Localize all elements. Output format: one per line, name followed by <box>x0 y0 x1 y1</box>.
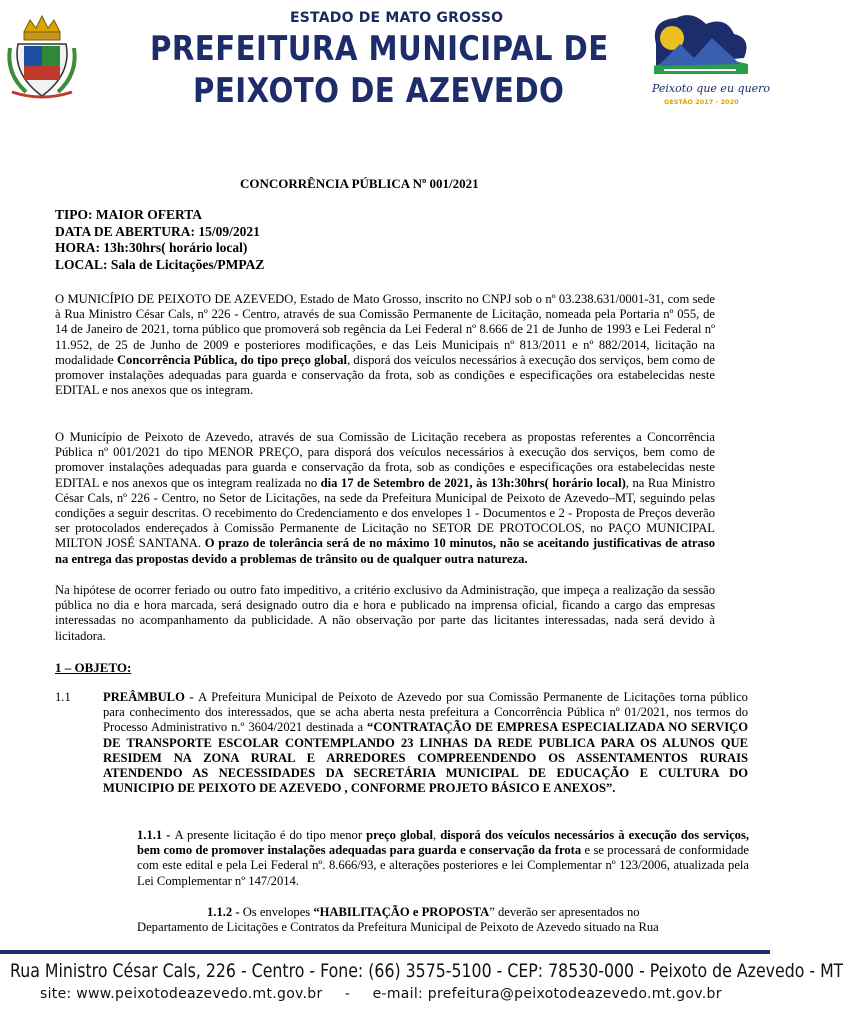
document-title: CONCORRÊNCIA PÚBLICA Nº 001/2021 <box>240 176 479 191</box>
item-number-1-1: 1.1 <box>55 690 71 704</box>
item-1-1-1: 1.1.1 - A presente licitação é do tipo menor preço global, disporá dos veículos necessários à execução dos serviços, bem como de promover instalações adequadas para guarda e conservação da frota e se processará de conformidade com este edital e pela Lei Federal nº. 8.666/93, e alterações posteriores e lei Complementar nº 123/2006, atualizada pela Lei Complementar nº 147/2014. <box>137 828 750 888</box>
footer-separator: - <box>344 986 351 1002</box>
section-heading-objeto: 1 – OBJETO: <box>55 660 132 675</box>
municipal-coat-of-arms-icon <box>4 4 80 102</box>
meta-hora: HORA: 13h:30hrs( horário local) <box>55 240 248 255</box>
footer-email-link[interactable]: e-mail: prefeitura@peixotodeazevedo.mt.gov.br <box>372 986 722 1002</box>
state-name: ESTADO DE MATO GROSSO <box>290 10 504 26</box>
prefeitura-title-line2: PEIXOTO DE AZEVEDO <box>193 71 565 111</box>
footer-divider <box>0 950 770 954</box>
administration-logo <box>636 14 771 110</box>
paragraph-holiday: Na hipótese de ocorrer feriado ou outro fato impeditivo, a critério exclusivo da Administração, que impeça a realização da sessão pública no dia e hora marcada, será designado outro dia e hora e publicado na imprensa oficial, ficando a cargo das empresas interessadas no acompanhamento da publicidade. A não observação por parte das licitantes interessadas, nada será devido à licitadora. <box>55 583 715 643</box>
paragraph-intro: O MUNICÍPIO DE PEIXOTO DE AZEVEDO, Estado de Mato Grosso, inscrito no CNPJ sob o nº 03.238.631/0001-31, com sede à Rua Ministro César Cals, nº 226 - Centro, através de sua Comissão Permanente de Licitação, nomeada pela Portaria nº 055, de 14 de Janeiro de 2021, torna público que promoverá sob regência da Lei Federal nº 8.666 de 21 de Junho de 1993 e Lei Federal nº 11.952, de 25 de Junho de 2009 e posteriores modificações, e das Leis Municipais nº 813/2011 e nº 882/2014, licitação na modalidade Concorrência Pública, do tipo preço global, disporá dos veículos necessários à execução dos serviços, bem como de promover instalações adequadas para guarda e conservação da frota, sob as condições e especificações ora estabelecidas neste EDITAL e nos anexos que os integram. <box>55 292 715 398</box>
footer-address: Rua Ministro César Cals, 226 - Centro - Fone: (66) 3575-5100 - CEP: 78530-000 - Peixoto de Azevedo - MT <box>10 960 843 982</box>
meta-tipo: TIPO: MAIOR OFERTA <box>55 207 203 222</box>
page-footer <box>0 950 843 1024</box>
meta-local: LOCAL: Sala de Licitações/PMPAZ <box>55 256 265 272</box>
item-1-1-2: 1.1.2 - Os envelopes “HABILITAÇÃO e PROPOSTA” deverão ser apresentados no Departamento de Licitações e Contratos da Prefeitura Municipal de Peixoto de Azevedo situado na Rua <box>137 905 659 935</box>
footer-contacts <box>40 986 722 1002</box>
prefeitura-title-line1: PREFEITURA MUNICIPAL DE <box>150 29 609 69</box>
gestao-text: GESTÃO 2017 - 2020 <box>664 98 739 106</box>
page-header <box>0 0 770 118</box>
footer-site-link[interactable]: site: www.peixotodeazevedo.mt.gov.br <box>40 986 323 1002</box>
paragraph-proposals: O Município de Peixoto de Azevedo, através de sua Comissão de Licitação recebera as propostas referentes a Concorrência Pública nº 001/2021 do tipo MENOR PREÇO, para disporá dos veículos necessários à execução dos serviços, bem como de promover instalações adequadas para guarda e conservação da frota, sob as condições e especificações ora estabelecidas neste EDITAL e nos anexos que os integram realizada no dia 17 de Setembro de 2021, às 13h:30hrs( horário local), na Rua Ministro César Cals, nº 226 - Centro, no Setor de Licitações, na sede da Prefeitura Municipal de Peixoto de Azevedo–MT, seguindo pelas condições a seguir descritas. O recebimento do Credenciamento e dos envelopes 1 - Documentos e 2 - Proposta de Preços deverão ser protocolados endereçados à Comissão Permanente de Licitação no SETOR DE PROTOCOLOS, no PAÇO MUNICIPAL MILTON JOSÉ SANTANA. O prazo de tolerância será de no máximo 10 minutos, não se aceitando justificativas de atraso na entrega das propostas devido a problemas de trânsito ou de qualquer outra natureza. <box>55 430 715 566</box>
slogan-text: Peixoto que eu quero <box>652 82 771 95</box>
document-meta <box>55 207 264 273</box>
item-1-1-preambulo: PREÂMBULO - A Prefeitura Municipal de Peixoto de Azevedo por sua Comissão Permanente de Licitações torna público para conhecimento dos interessados, que se acha aberta nesta prefeitura a Concorrência Pública nº 01/2021, nos termos do Processo Administrativo n.º 3604/2021 destinada a “CONTRATAÇÃO DE EMPRESA ESPECIALIZADA NO SERVIÇO DE TRANSPORTE ESCOLAR CONTEMPLANDO 23 LINHAS DA REDE PUBLICA PARA OS ALUNOS QUE RESIDEM NA ZONA RURAL E ARREDORES COMPREENDENDO OS ASSENTAMENTOS RURAIS ATENDENDO AS NECESSIDADES DA SECRETÁRIA MUNICIPAL DE EDUCAÇÃO E CULTURA DO MUNICIPIO DE PEIXOTO DE AZEVEDO , CONFORME PROJETO BÁSICO E ANEXOS”. <box>103 690 748 796</box>
meta-data-abertura: DATA DE ABERTURA: 15/09/2021 <box>55 223 260 239</box>
